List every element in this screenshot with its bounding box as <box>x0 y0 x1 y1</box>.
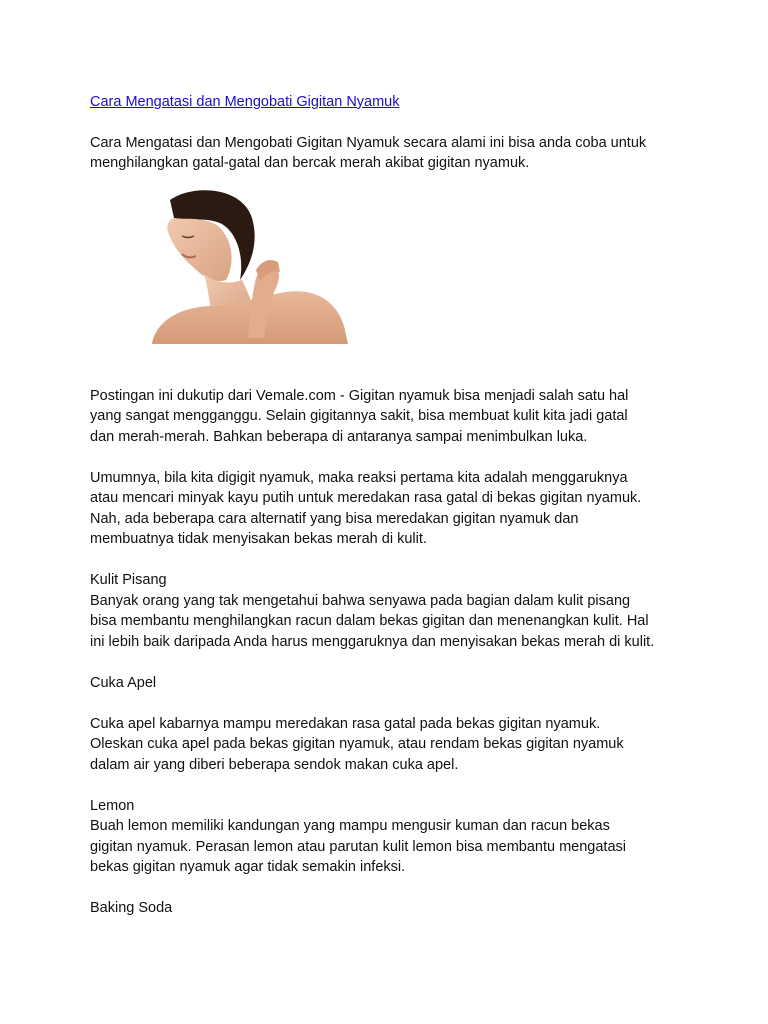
paragraph-source: Postingan ini dukutip dari Vemale.com - Gigitan nyamuk bisa menjadi salah satu hal yang sangat mengganggu. Selain gigitannya sakit, bisa membuat kulit kita jadi gatal dan merah-merah. Bahkan beberapa di antaranya sampai menimbulkan luka. <box>90 387 629 445</box>
woman-scratching-neck-photo <box>152 188 348 344</box>
heading-cuka-apel: Cuka Apel <box>90 674 157 691</box>
title-link[interactable]: Cara Mengatasi dan Mengobati Gigitan Nyamuk <box>90 94 400 110</box>
photo-illustration <box>152 188 348 344</box>
heading-baking-soda: Baking Soda <box>90 900 173 916</box>
paragraph-lemon: Buah lemon memiliki kandungan yang mampu mengusir kuman dan racun bekas gigitan nyamuk. Perasan lemon atau parutan kulit lemon bisa membantu mengatasi bekas gigitan nyamuk agar tidak semakin infeksi. <box>90 818 626 875</box>
paragraph-cuka-apel: Cuka apel kabarnya mampu meredakan rasa gatal pada bekas gigitan nyamuk. Oleskan cuka apel pada bekas gigitan nyamuk, atau rendam bekas gigitan nyamuk dalam air yang diberi beberapa sendok makan cuka apel. <box>90 715 624 773</box>
heading-lemon: Lemon <box>90 797 135 814</box>
document-page <box>90 92 690 919</box>
heading-kulit-pisang: Kulit Pisang <box>90 572 167 588</box>
paragraph-kulit-pisang: Banyak orang yang tak mengetahui bahwa senyawa pada bagian dalam kulit pisang bisa membantu menghilangkan racun dalam bekas gigitan dan menenangkan kulit. Hal ini lebih baik daripada Anda harus menggaruknya dan menyisakan bekas merah di kulit. <box>90 592 655 650</box>
intro-paragraph: Cara Mengatasi dan Mengobati Gigitan Nyamuk secara alami ini bisa anda coba untuk menghilangkan gatal-gatal dan bercak merah akibat gigitan nyamuk. <box>90 134 647 171</box>
paragraph-general: Umumnya, bila kita digigit nyamuk, maka reaksi pertama kita adalah menggaruknya atau mencari minyak kayu putih untuk meredakan rasa gatal di bekas gigitan nyamuk. Nah, ada beberapa cara alternatif yang bisa meredakan gigitan nyamuk dan membuatnya tidak menyisakan bekas merah di kulit. <box>90 469 642 547</box>
